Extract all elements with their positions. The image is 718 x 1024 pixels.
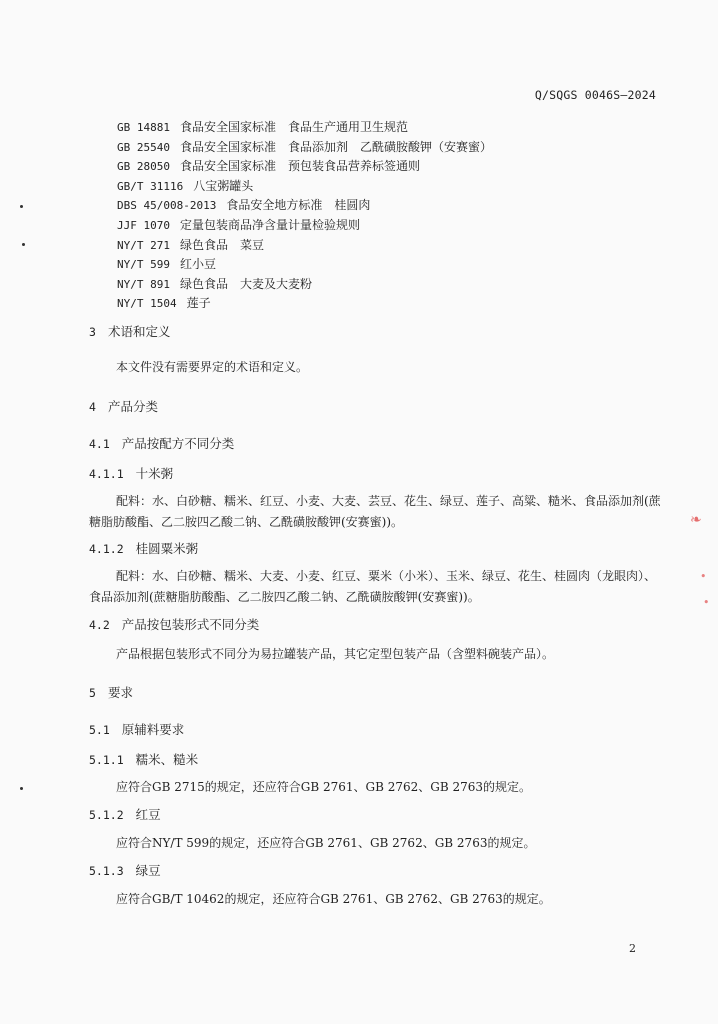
reference-item bbox=[117, 138, 492, 158]
paragraph: 应符合GB/T 10462的规定，还应符合GB 2761、GB 2762、GB 2763的规定。 bbox=[116, 892, 551, 906]
reference-code: NY/T 599 bbox=[117, 258, 170, 272]
section-title: 产品按配方不同分类 bbox=[121, 436, 235, 451]
section-number: 4.1.2 bbox=[89, 542, 124, 556]
section-number: 4.1.1 bbox=[89, 467, 124, 481]
section-heading bbox=[89, 861, 161, 879]
reference-title: 食品安全国家标准 食品生产通用卫生规范 bbox=[179, 120, 408, 134]
section-heading bbox=[89, 615, 259, 633]
section-heading bbox=[89, 322, 170, 340]
reference-item bbox=[117, 294, 492, 314]
section-heading bbox=[89, 805, 161, 823]
section-number: 5.1 bbox=[89, 723, 110, 737]
section-number: 5.1.2 bbox=[89, 808, 124, 822]
reference-item bbox=[117, 275, 492, 295]
paragraph: 产品根据包装形式不同分为易拉罐装产品，其它定型包装产品（含塑料碗装产品）。 bbox=[116, 647, 555, 661]
section-title: 桂圆粟米粥 bbox=[135, 541, 199, 556]
reference-item bbox=[117, 255, 492, 275]
paragraph: 应符合GB 2715的规定，还应符合GB 2761、GB 2762、GB 2763的规定。 bbox=[116, 780, 532, 794]
section-heading bbox=[89, 683, 133, 701]
reference-item bbox=[117, 118, 492, 138]
scan-dot bbox=[22, 243, 25, 246]
red-stamp-mark: • bbox=[703, 596, 710, 609]
reference-item bbox=[117, 196, 492, 216]
reference-code: JJF 1070 bbox=[117, 218, 170, 232]
standard-code: Q/SQGS 0046S—2024 bbox=[534, 88, 656, 102]
paragraph: 配料：水、白砂糖、糯米、红豆、小麦、大麦、芸豆、花生、绿豆、莲子、高粱、糙米、食品添加剂(蔗糖脂肪酸酯、乙二胺四乙酸二钠、乙酰磺胺酸钾(安赛蜜))。 bbox=[89, 494, 661, 529]
reference-title: 八宝粥罐头 bbox=[193, 178, 254, 193]
normative-references-list bbox=[117, 118, 492, 314]
section-heading bbox=[89, 464, 173, 482]
reference-item bbox=[117, 157, 492, 177]
red-stamp-mark: • bbox=[700, 570, 707, 583]
section-title: 绿豆 bbox=[135, 863, 161, 878]
section-number: 4.1 bbox=[89, 437, 110, 451]
paragraph: 应符合NY/T 599的规定，还应符合GB 2761、GB 2762、GB 2763的规定。 bbox=[116, 836, 536, 850]
reference-title: 绿色食品 菜豆 bbox=[179, 237, 264, 252]
section-number: 5.1.3 bbox=[89, 864, 124, 878]
reference-title: 食品安全地方标准 桂圆肉 bbox=[226, 198, 371, 213]
section-title: 产品按包装形式不同分类 bbox=[121, 617, 260, 632]
reference-item bbox=[117, 216, 492, 236]
section-heading bbox=[89, 720, 184, 738]
section-heading bbox=[89, 539, 198, 557]
section-title: 十米粥 bbox=[135, 466, 174, 481]
section-number: 3 bbox=[89, 325, 96, 339]
reference-item bbox=[117, 177, 492, 197]
section-number: 4.2 bbox=[89, 618, 110, 632]
reference-code: GB 14881 bbox=[117, 121, 170, 134]
red-stamp-mark: ❧ bbox=[690, 512, 702, 528]
scan-dot bbox=[20, 787, 23, 790]
section-number: 5.1.1 bbox=[89, 753, 124, 767]
paragraph: 本文件没有需要界定的术语和定义。 bbox=[116, 360, 309, 374]
reference-title: 红小豆 bbox=[179, 257, 216, 272]
section-title: 要求 bbox=[107, 685, 133, 700]
section-heading bbox=[89, 750, 198, 768]
reference-item bbox=[117, 236, 492, 256]
section-title: 产品分类 bbox=[107, 399, 158, 414]
paragraph: 配料：水、白砂糖、糯米、大麦、小麦、红豆、粟米（小米）、玉米、绿豆、花生、桂圆肉（龙眼肉）、食品添加剂(蔗糖脂肪酸酯、乙二胺四乙酸二钠、乙酰磺胺酸钾(安赛蜜))。 bbox=[89, 569, 657, 604]
reference-title: 绿色食品 大麦及大麦粉 bbox=[179, 276, 312, 291]
reference-title: 莲子 bbox=[186, 296, 211, 311]
section-title: 术语和定义 bbox=[107, 324, 171, 339]
section-number: 4 bbox=[89, 400, 96, 414]
section-heading bbox=[89, 397, 158, 415]
reference-code: NY/T 1504 bbox=[117, 297, 177, 311]
section-title: 糯米、糙米 bbox=[135, 752, 199, 767]
reference-code: DBS 45/008-2013 bbox=[117, 199, 217, 213]
section-heading bbox=[89, 434, 234, 452]
section-title: 红豆 bbox=[135, 807, 161, 822]
section-number: 5 bbox=[89, 686, 96, 700]
reference-code: NY/T 271 bbox=[117, 238, 170, 252]
reference-title: 定量包装商品净含量计量检验规则 bbox=[179, 217, 360, 232]
section-title: 原辅料要求 bbox=[121, 722, 185, 737]
reference-code: GB/T 31116 bbox=[117, 179, 184, 193]
reference-code: GB 25540 bbox=[117, 140, 170, 154]
scan-dot bbox=[20, 205, 23, 208]
reference-title: 食品安全国家标准 预包装食品营养标签通则 bbox=[179, 159, 420, 174]
reference-code: GB 28050 bbox=[117, 160, 170, 174]
page-number: 2 bbox=[629, 942, 636, 955]
reference-code: NY/T 891 bbox=[117, 277, 170, 291]
reference-title: 食品安全国家标准 食品添加剂 乙酰磺胺酸钾（安赛蜜） bbox=[179, 139, 492, 154]
